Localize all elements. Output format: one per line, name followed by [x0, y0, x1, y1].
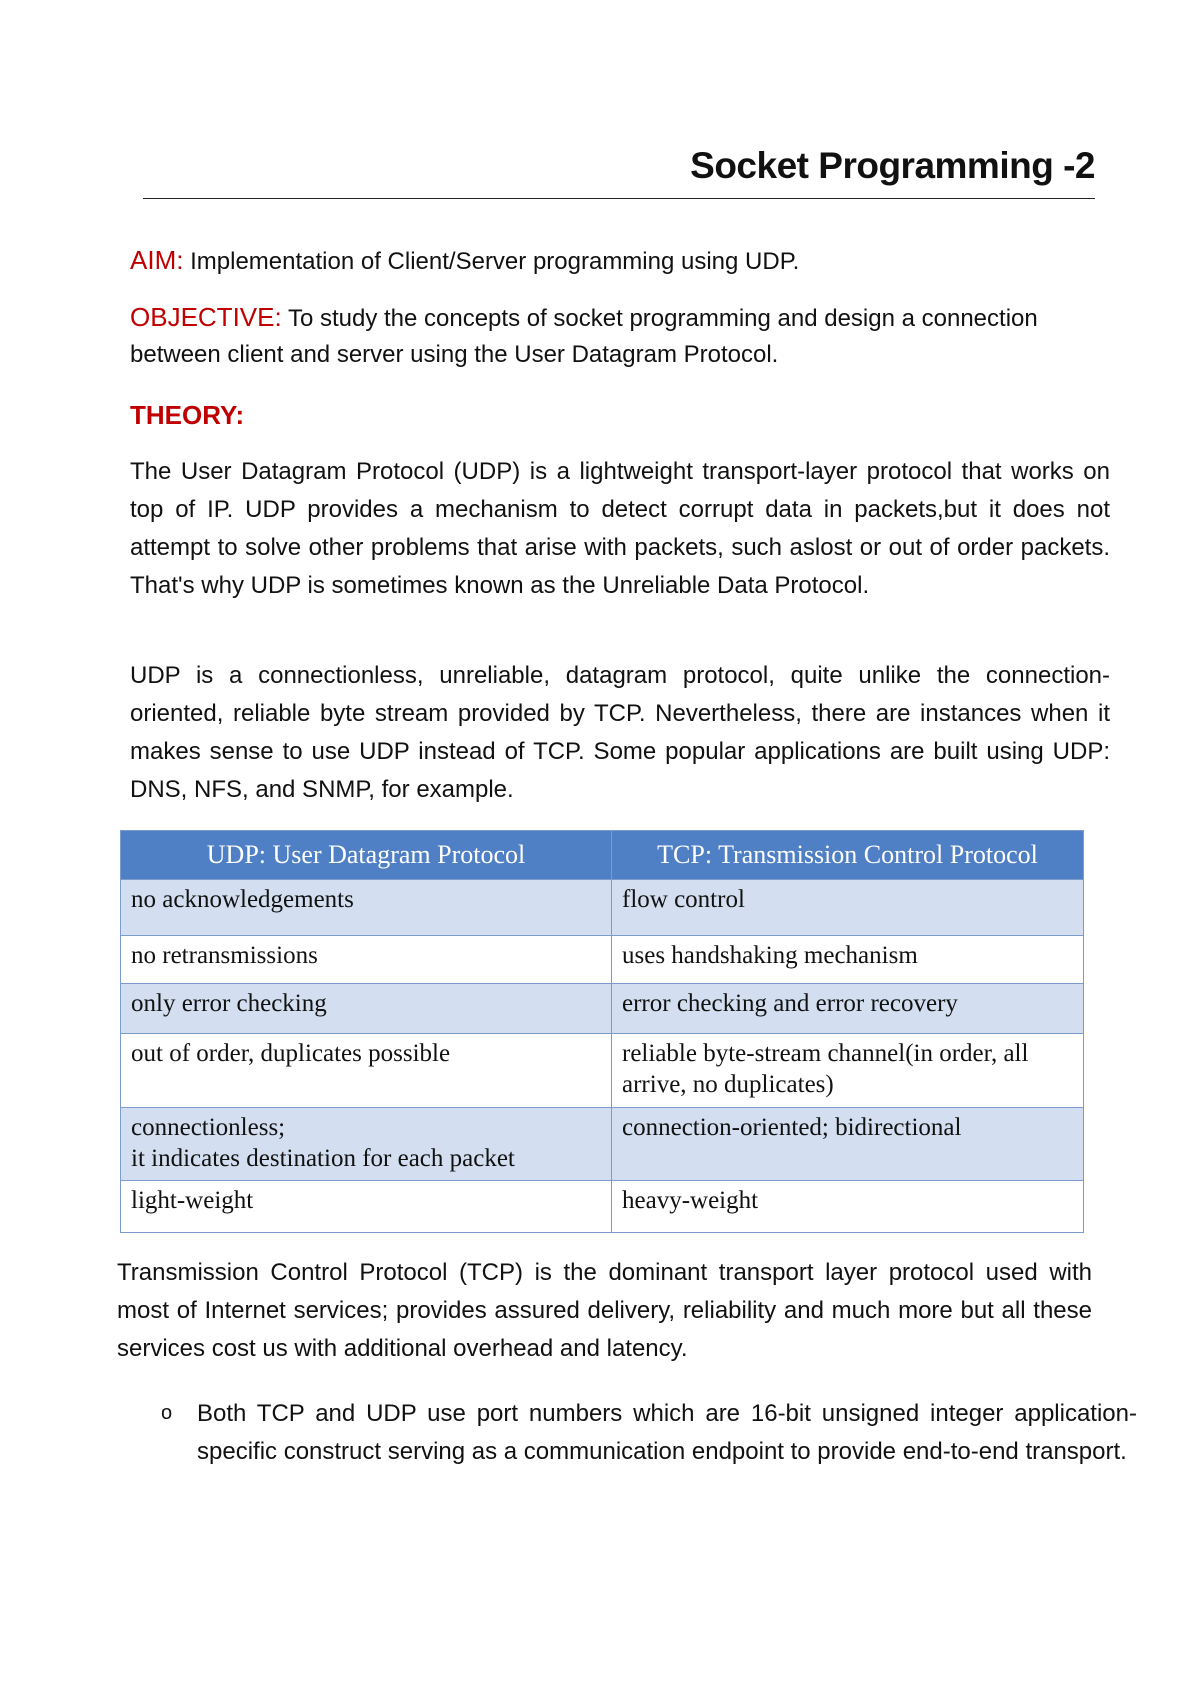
tcp-cell: [612, 880, 1084, 936]
cell-line: arrive, no duplicates): [622, 1071, 834, 1098]
aim-label: AIM:: [130, 245, 184, 275]
title-divider: [143, 198, 1095, 199]
objective-line-1: [130, 302, 1038, 334]
cell-line: out of order, duplicates possible: [131, 1040, 451, 1067]
bullet-circle-icon: o: [161, 1402, 173, 1424]
udp-cell: [121, 984, 612, 1034]
cell-line: no retransmissions: [131, 942, 318, 969]
cell-line: error checking and error recovery: [622, 990, 958, 1017]
tcp-cell: [612, 1181, 1084, 1233]
table-row: [121, 1181, 1084, 1233]
udp-cell: [121, 936, 612, 984]
tcp-cell: [612, 1034, 1084, 1108]
udp-cell: [121, 1034, 612, 1108]
table-row: [121, 1034, 1084, 1108]
table-header-row: [121, 831, 1084, 880]
udp-cell: [121, 1108, 612, 1181]
objective-text-1: To study the concepts of socket programming and design a connection: [281, 305, 1038, 332]
aim-line: [130, 245, 799, 277]
tcp-cell: [612, 936, 1084, 984]
table-row: [121, 1108, 1084, 1181]
tcp-cell: [612, 984, 1084, 1034]
tcp-paragraph: Transmission Control Protocol (TCP) is the dominant transport layer protocol used with most of Internet services; provides assured delivery, reliability and much more but all these services cost us with additional overhead and latency.: [117, 1259, 1092, 1362]
objective-text-2: between client and server using the User Datagram Protocol.: [130, 341, 779, 368]
tcp-cell: [612, 1108, 1084, 1181]
cell-line: reliable byte-stream channel(in order, all: [622, 1040, 1029, 1067]
bullet-text: Both TCP and UDP use port numbers which are 16-bit unsigned integer application-specific construct serving as a communication endpoint to provide end-to-end transport.: [197, 1400, 1137, 1465]
cell-line: no acknowledgements: [131, 886, 354, 913]
udp-cell: [121, 880, 612, 936]
cell-line: connectionless;: [131, 1114, 286, 1141]
table-row: [121, 984, 1084, 1034]
udp-column-header: UDP: User Datagram Protocol: [121, 831, 612, 880]
cell-line: light-weight: [131, 1187, 254, 1214]
cell-line: flow control: [622, 886, 745, 913]
theory-heading: THEORY:: [130, 400, 245, 430]
objective-label: OBJECTIVE:: [130, 302, 282, 332]
table-row: [121, 936, 1084, 984]
objective-line-2: [130, 340, 778, 370]
cell-line: connection-oriented; bidirectional: [622, 1114, 962, 1141]
cell-line: uses handshaking mechanism: [622, 942, 918, 969]
tcp-column-header: TCP: Transmission Control Protocol: [612, 831, 1084, 880]
cell-line: it indicates destination for each packet: [131, 1145, 515, 1172]
theory-paragraph-2: UDP is a connectionless, unreliable, datagram protocol, quite unlike the connection-oriented, reliable byte stream provided by TCP. Nevertheless, there are instances when it makes sense to use UDP instead of TCP. Some popular applications are built using UDP: DNS, NFS, and SNMP, for example.: [130, 662, 1110, 803]
page-title: Socket Programming -2: [690, 145, 1095, 186]
udp-tcp-comparison-table: [120, 830, 1084, 1233]
theory-paragraph-1: The User Datagram Protocol (UDP) is a lightweight transport-layer protocol that works on top of IP. UDP provides a mechanism to detect corrupt data in packets,but it does not attempt to solve other problems that arise with packets, such aslost or out of order packets. That's why UDP is sometimes known as the Unreliable Data Protocol.: [130, 458, 1110, 599]
cell-line: heavy-weight: [622, 1187, 759, 1214]
udp-cell: [121, 1181, 612, 1233]
table-row: [121, 880, 1084, 936]
aim-text: Implementation of Client/Server programming using UDP.: [183, 248, 800, 275]
cell-line: only error checking: [131, 990, 327, 1017]
